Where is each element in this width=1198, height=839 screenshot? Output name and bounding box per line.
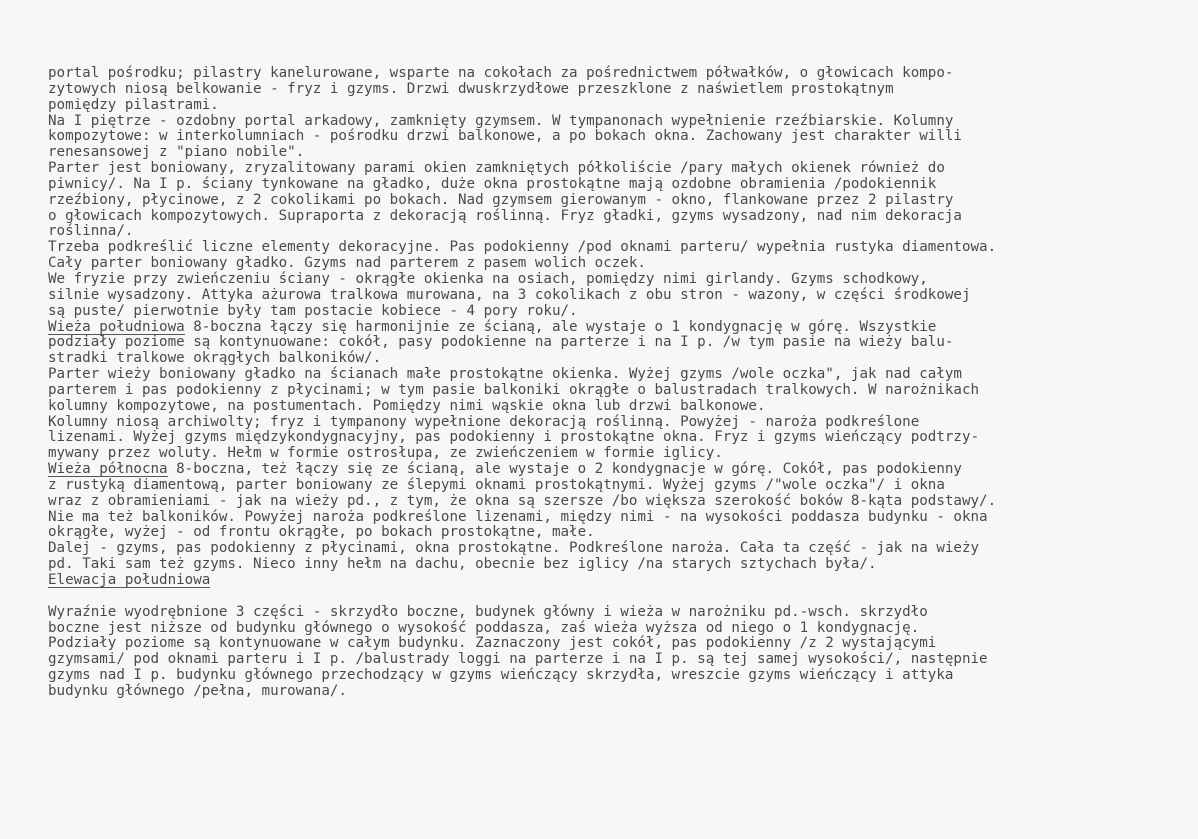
section-heading: Wieża południowa (48, 318, 185, 335)
text-line (48, 589, 1193, 605)
text-line: zytowych niosą belkowanie - fryz i gzyms. Drzwi dwuskrzydłowe przeszklone z naświetlem prostokątnym (48, 80, 894, 97)
line-text: 8-boczna, też łączy się ze ścianą, ale wystaje o 2 kondygnacje w górę. Cokół, pas podokienny (167, 461, 962, 478)
text-line: Wyraźnie wyodrębnione 3 części - skrzydło boczne, budynek główny i wieża w narożniku pd.-wsch. skrzydło (48, 603, 928, 620)
text-line: gzymsami/ pod oknami parteru i I p. /balustrady loggi na parterze i na I p. są tej samej wysokości/, następnie (48, 651, 988, 668)
text-line: Na I piętrze - ozdobny portal arkadowy, zamknięty gzymsem. W tympanonach wypełnienie rzeźbiarskie. Kolumny (48, 112, 954, 129)
text-line: kolumny kompozytowe, na postumentach. Pomiędzy nimi wąskie okna lub drzwi balkonowe. (48, 397, 766, 414)
text-line: mywany przez woluty. Hełm w formie ostrosłupa, ze zwieńczeniem w formie iglicy. (48, 445, 723, 462)
text-line: Podziały poziome są kontynuowane w całym budynku. Zaznaczony jest cokół, pas podokienny /z 2 wystającymi (48, 635, 937, 652)
text-line: stradki tralkowe okrągłych balkoników/. (48, 350, 382, 367)
text-line: budynku głównego /pełna, murowana/. (48, 682, 347, 699)
typewritten-text (48, 66, 1193, 700)
text-line: z rustyką diamentową, parter boniowany ze ślepymi oknami prostokątnymi. Wyżej gzyms /"wole oczka"/ i okna (48, 476, 945, 493)
text-line: rzeźbiony, płycinowe, z 2 cokolikami po bokach. Nad gzymsem gierowanym - okno, flankowane przez 2 pilastry (48, 191, 954, 208)
section-heading: Elewacja południowa (48, 572, 211, 588)
text-line: boczne jest niższe od budynku głównego o wysokość poddasza, zaś wieża wyższa od niego o 1 kondygnację. (48, 619, 920, 636)
text-line (48, 320, 1193, 336)
text-line: Nie ma też balkoników. Powyżej naroża podkreślone lizenami, między nimi - na wysokości poddasza budynku - okna (48, 508, 988, 525)
text-line: pd. Taki sam też gzyms. Nieco inny hełm na dachu, obecnie bez iglicy /na starych sztychach była/. (48, 556, 877, 573)
text-line (48, 573, 1193, 589)
text-line: są puste/ pierwotnie były tam postacie kobiece - 4 pory roku/. (48, 302, 578, 319)
text-line: Dalej - gzyms, pas podokienny z płycinami, okna prostokątne. Podkreślone naroża. Cała ta część - jak na wieży (48, 540, 980, 557)
text-line: pomiędzy pilastrami. (48, 96, 219, 113)
text-line: Trzeba podkreślić liczne elementy dekoracyjne. Pas podokienny /pod oknami parteru/ wypełnia rustyka diamentowa. (48, 239, 997, 256)
text-line: kompozytowe: w interkolumniach - pośrodku drzwi balkonowe, a po bokach okna. Zachowany jest charakter willi (48, 128, 962, 145)
text-line: roślinna/. (48, 223, 134, 240)
text-line: piwnicy/. Na I p. ściany tynkowane na gładko, duże okna prostokątne mają ozdobne obramienia /podokiennik (48, 175, 937, 192)
text-line: silnie wysadzony. Attyka ażurowa tralkowa murowana, na 3 cokolikach z obu stron - wazony, w części środkowej (48, 286, 971, 303)
text-line: Parter jest boniowany, zryzalitowany parami okien zamkniętych półkoliście /pary małych okienek również do (48, 160, 945, 177)
text-line: podziały poziome są kontynuowane: cokół, pasy podokienne na parterze i na I p. /w tym pasie na wieży balu- (48, 334, 954, 351)
section-heading: Wieża północna (48, 461, 168, 478)
text-line: o głowicach kompozytowych. Supraporta z dekoracją roślinną. Fryz gładki, gzyms wysadzony, nad nim dekoracja (48, 207, 962, 224)
text-line: We fryzie przy zwieńczeniu ściany - okrągłe okienka na osiach, pomiędzy nimi girlandy. Gzyms schodkowy, (48, 270, 928, 287)
text-line: Parter wieży boniowany gładko na ścianach małe prostokątne okienka. Wyżej gzyms /wole oczka", jak nad całym (48, 366, 962, 383)
line-text: 8-boczna łączy się harmonijnie ze ścianą, ale wystaje o 1 kondygnację w górę. Wszystkie (184, 318, 937, 335)
text-line: okrągłe, wyżej - od frontu okrągłe, po bokach prostokątne, małe. (48, 524, 595, 541)
text-line: lizenami. Wyżej gzyms międzykondygnacyjny, pas podokienny i prostokątne okna. Fryz i gzyms wieńczący podtrzy- (48, 429, 980, 446)
text-line (48, 462, 1193, 478)
text-line: portal pośrodku; pilastry kanelurowane, wsparte na cokołach za pośrednictwem półwałków, o głowicach kompo- (48, 65, 954, 81)
text-line: Cały parter boniowany gładko. Gzyms nad parterem z pasem wolich oczek. (48, 255, 646, 272)
text-line: gzyms nad I p. budynku głównego przechodzący w gzyms wieńczący skrzydła, wreszcie gzyms wieńczący i attyka (48, 667, 954, 684)
text-line: Kolumny niosą archiwolty; fryz i tympanony wypełnione dekoracją roślinną. Powyżej - naroża podkreślone (48, 413, 920, 430)
text-line: wraz z obramieniami - jak na wieży pd., z tym, że okna są szersze /bo większa szerokość boków 8-kąta podstawy/. (48, 492, 997, 509)
text-line: renesansowej z "piano nobile". (48, 144, 305, 161)
text-line: parterem i pas podokienny z płycinami; w tym pasie balkoniki okrągłe o balustradach tralkowych. W narożnikach (48, 381, 980, 398)
